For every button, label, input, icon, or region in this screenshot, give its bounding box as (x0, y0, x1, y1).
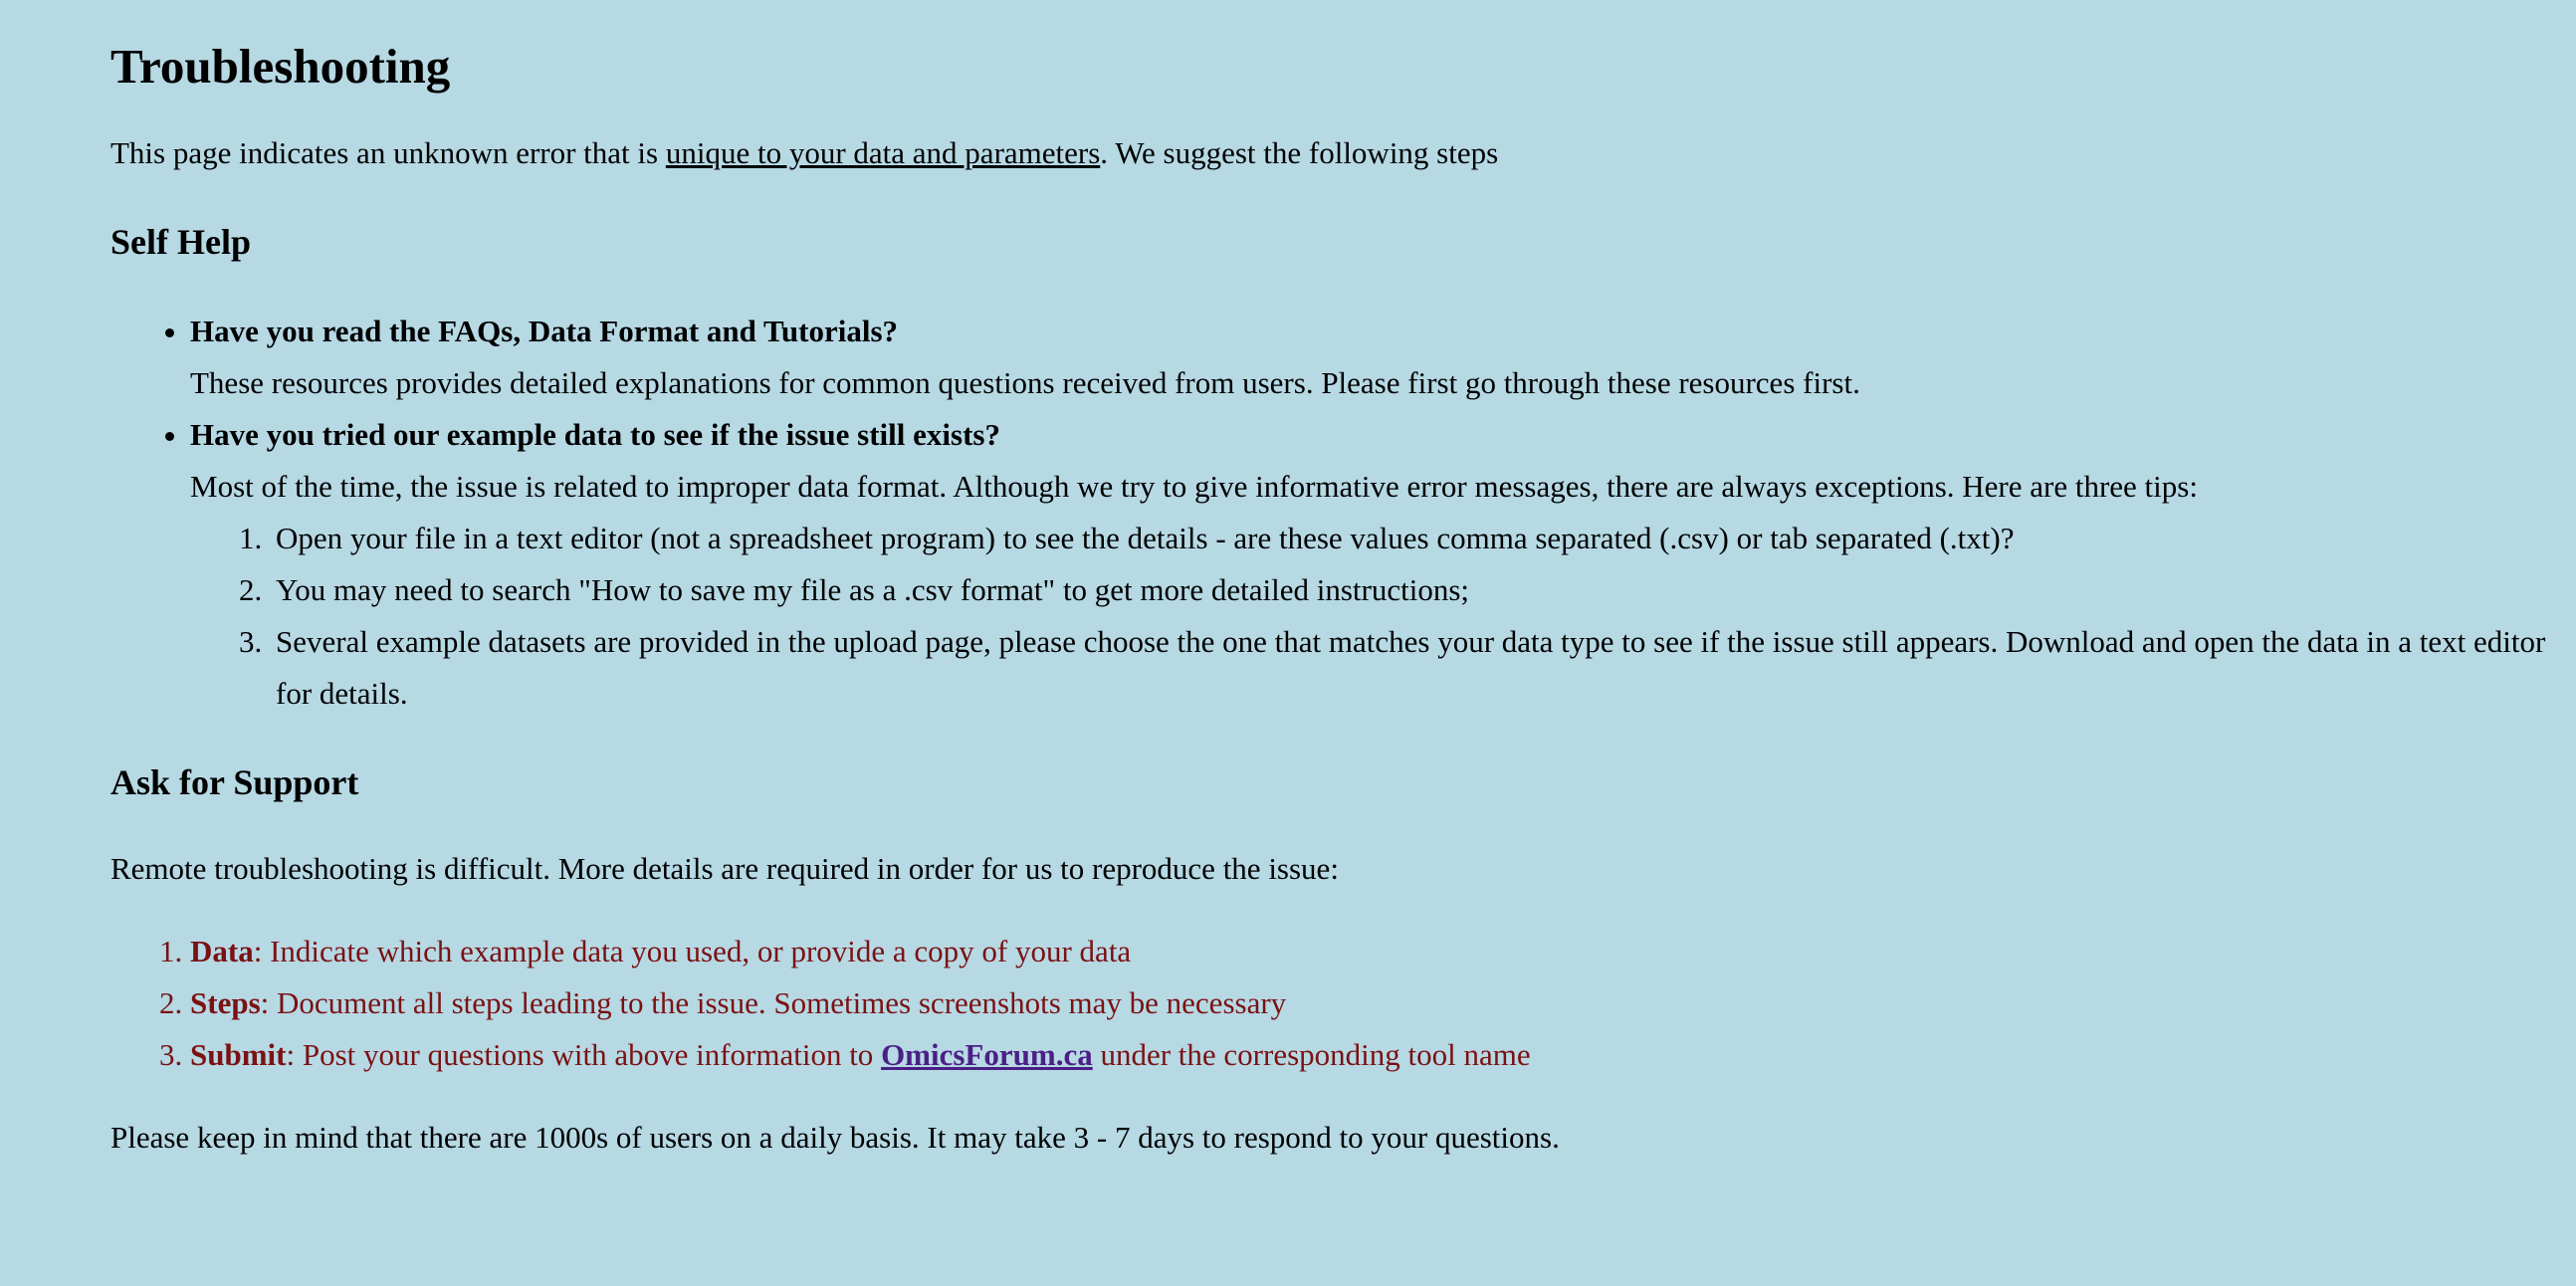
support-intro: Remote troubleshooting is difficult. More details are required in order for us to reproduce the issue: (110, 851, 1339, 886)
tip-item: 2. You may need to search "How to save my file as a .csv format" to get more detailed instructions; (270, 564, 2569, 616)
page-title: Troubleshooting (110, 39, 451, 94)
self-help-list (110, 306, 2569, 720)
step-text: : Document all steps leading to the issue. Sometimes screenshots may be necessary (260, 985, 1287, 1020)
troubleshooting-page (110, 0, 2569, 1164)
intro-text-before: This page indicates an unknown error that is (110, 135, 666, 170)
step-label: Steps (190, 985, 261, 1020)
example-data-question: • Have you tried our example data to see if the issue still exists? (190, 417, 1000, 452)
tip-item: 3. Several example datasets are provided in the upload page, please choose the one that matches your data type to see if the issue still appears. Download and open the data in a text editor for details. (270, 616, 2569, 720)
intro-underlined-text: unique to your data and parameters (665, 135, 1101, 170)
step-data (190, 926, 2569, 977)
step-steps (190, 977, 2569, 1029)
step-text-before: : Post your questions with above information to (286, 1037, 882, 1072)
list-item (190, 409, 2569, 720)
step-text: : Indicate which example data you used, or provide a copy of your data (253, 934, 1132, 968)
support-steps-list (110, 926, 2569, 1081)
step-text-after: under the corresponding tool name (1092, 1037, 1531, 1072)
self-help-heading: Self Help (110, 222, 251, 262)
faq-question: • Have you read the FAQs, Data Format and Tutorials? (190, 314, 899, 348)
step-submit (190, 1029, 2569, 1081)
intro-paragraph (110, 127, 2569, 179)
step-label: Data (190, 934, 254, 968)
step-label: Submit (190, 1037, 287, 1072)
intro-text-after: . We suggest the following steps (1100, 135, 1499, 170)
omics-forum-link[interactable]: OmicsForum.ca (881, 1037, 1093, 1072)
response-time-note: Please keep in mind that there are 1000s of users on a daily basis. It may take 3 - 7 days to respond to your questions. (110, 1120, 1560, 1155)
support-heading: Ask for Support (110, 762, 359, 802)
tip-item: 1. Open your file in a text editor (not a spreadsheet program) to see the details - are these values comma separated (.csv) or tab separated (.txt)? (270, 513, 2569, 564)
tips-list (190, 513, 2569, 720)
example-data-description: Most of the time, the issue is related to improper data format. Although we try to give informative error messages, there are always exceptions. Here are three tips: (190, 469, 2198, 504)
list-item (190, 306, 2569, 409)
faq-description: These resources provides detailed explanations for common questions received from users. Please first go through these resources first. (190, 365, 1860, 400)
